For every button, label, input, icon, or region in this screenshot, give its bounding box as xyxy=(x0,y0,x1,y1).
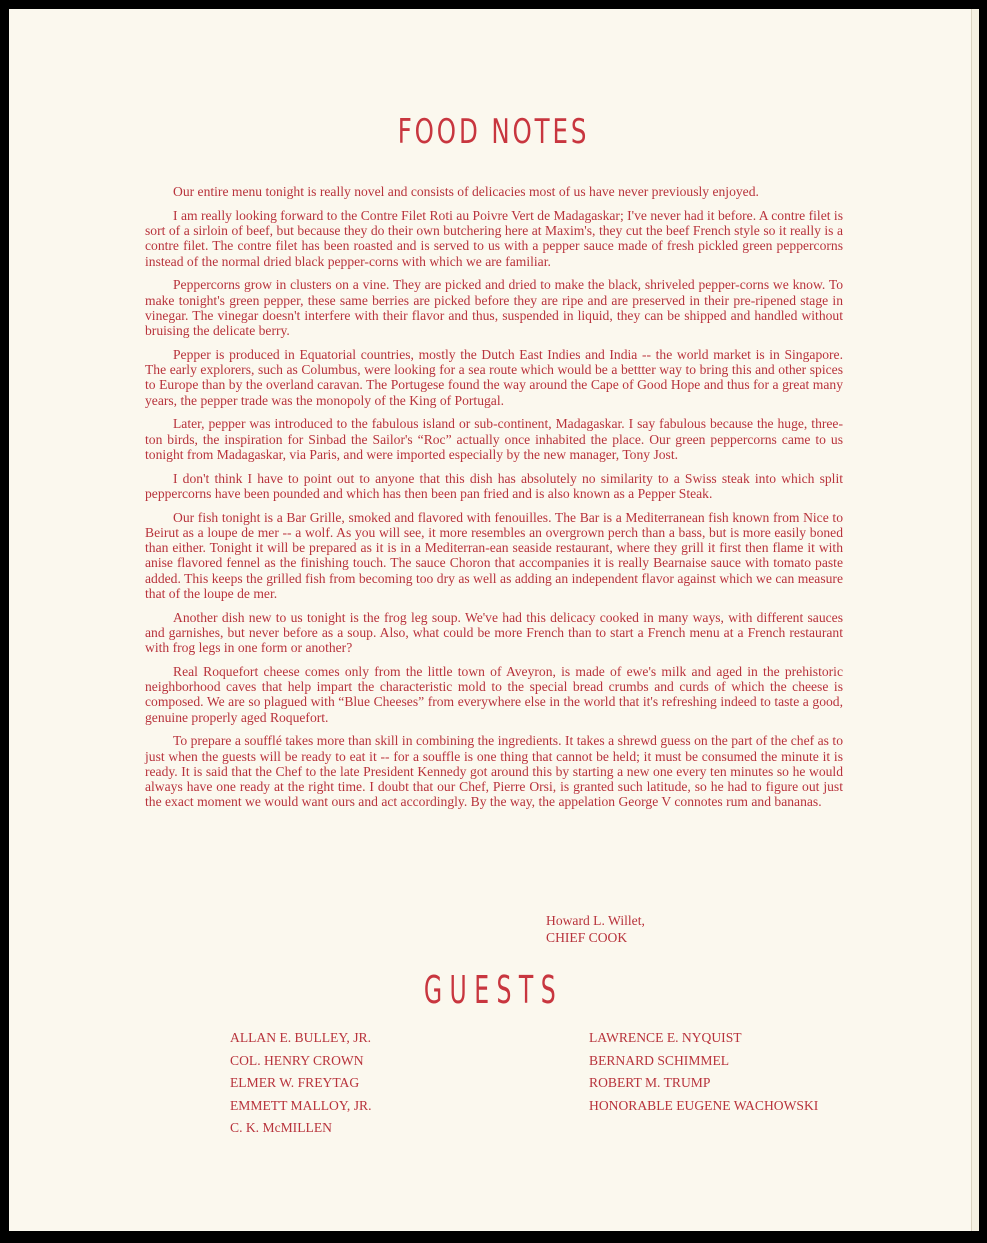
paragraph-1: Our entire menu tonight is really novel and consists of delicacies most of us have never previously enjoyed. xyxy=(173,184,759,199)
guest-name: ROBERT M. TRUMP xyxy=(589,1075,711,1091)
paragraph-7: Our fish tonight is a Bar Grille, smoked and flavored with fenouilles. The Bar is a Mediterranean fish known from Nice to Beirut as a loupe de mer -- a wolf. As you will see, it more resembles an overgrown perch than a bass, but is more easily boned than either. Tonight it will be prepared as it is in a Mediterran-ean seaside restaurant, where they grill it first then flame it with anise flavored fennel as the finishing touch. The sauce Choron that accompanies it is really Bearnaise sauce with tomato paste added. This keeps the grilled fish from becoming too dry as well as adding an independent flavor against which we can measure that of the loupe de mer. xyxy=(145,509,843,601)
guest-name: LAWRENCE E. NYQUIST xyxy=(589,1030,742,1045)
guest-name: C. K. McMILLEN xyxy=(230,1120,332,1136)
paragraph-9: Real Roquefort cheese comes only from the little town of Aveyron, is made of ewe's milk and aged in the prehistoric neighborhood caves that help impart the characteristic mold to the special bread crumbs and curds of which the cheese is composed. We are so plagued with “Blue Cheeses” from everywhere else in the world that it's refreshing indeed to taste a good, genuine properly aged Roquefort. xyxy=(145,663,843,725)
signature-role: CHIEF COOK xyxy=(546,929,628,945)
signature-name: Howard L. Willet, xyxy=(546,913,645,928)
guest-name: ALLAN E. BULLEY, JR. xyxy=(230,1030,371,1045)
guest-name: HONORABLE EUGENE WACHOWSKI xyxy=(589,1097,819,1113)
guests-heading: GUESTS xyxy=(423,968,564,1012)
paragraph-5: Later, pepper was introduced to the fabulous island or sub-continent, Madagaskar. I say fabulous because the huge, three-ton birds, the inspiration for Sinbad the Sailor's “Roc” actually once inhabited the place. Our green peppercorns came to us tonight from Madagaskar, via Paris, and were imported especially by the new manager, Tony Jost. xyxy=(145,416,843,462)
paragraph-6: I don't think I have to point out to anyone that this dish has absolutely no similarity to a Swiss steak into which split peppercorns have been pounded and which has then been pan fried and is also known as a Pepper Steak. xyxy=(145,470,843,501)
guest-name: COL. HENRY CROWN xyxy=(230,1052,364,1068)
guest-list-left xyxy=(230,1027,372,1140)
guest-name: EMMETT MALLOY, JR. xyxy=(230,1097,372,1113)
paragraph-3: Peppercorns grow in clusters on a vine. They are picked and dried to make the black, shriveled pepper-corns we know. To make tonight's green pepper, these same berries are picked before they are ripe and are preserved in their pre-ripened stage in vinegar. The vinegar doesn't interfere with their flavor and thus, suspended in liquid, they can be shipped and handled without bruising the delicate berry. xyxy=(145,277,843,338)
paragraph-10: To prepare a soufflé takes more than skill in combining the ingredients. It takes a shrewd guess on the part of the chef as to just when the guests will be ready to eat it -- for a souffle is one thing that cannot be held; it must be consumed the minute it is ready. It is said that the Chef to the late President Kennedy got around this by starting a new one every ten minutes so he would always have one ready at the right time. I doubt that our Chef, Pierre Orsi, is granted such latitude, so he had to figure out just the exact moment we would want ours and act accordingly. By the way, the appelation George V connotes rum and bananas. xyxy=(145,733,843,810)
signature-block xyxy=(546,913,645,946)
food-notes-body xyxy=(145,184,843,818)
page-edge xyxy=(971,9,979,1231)
paragraph-8: Another dish new to us tonight is the frog leg soup. We've had this delicacy cooked in many ways, with different sauces and garnishes, but never before as a soup. Also, what could be more French than to start a French menu at a French restaurant with frog legs in one form or another? xyxy=(145,609,843,656)
guest-list-right xyxy=(589,1027,818,1117)
paragraph-2: I am really looking forward to the Contre Filet Roti au Poivre Vert de Madagaskar; I've never had it before. A contre filet is sort of a sirloin of beef, but because they do their own butchering here at Maxim's, they cut the beef French style so it really is a contre filet. The contre filet has been roasted and is served to us with a pepper sauce made of fresh pickled green peppercorns instead of the normal dried black pepper-corns with which we are familiar. xyxy=(145,207,843,269)
paragraph-4: Pepper is produced in Equatorial countries, mostly the Dutch East Indies and India -- the world market is in Singapore. The early explorers, such as Columbus, were looking for a sea route which would be a bettter way to bring this and other spices to Europe than by the overland caravan. The Portugese found the way around the Cape of Good Hope and thus for a great many years, the pepper trade was the monopoly of the King of Portugal. xyxy=(145,346,843,408)
guest-name: ELMER W. FREYTAG xyxy=(230,1075,360,1091)
food-notes-heading: FOOD NOTES xyxy=(397,112,590,152)
guest-name: BERNARD SCHIMMEL xyxy=(589,1052,730,1068)
